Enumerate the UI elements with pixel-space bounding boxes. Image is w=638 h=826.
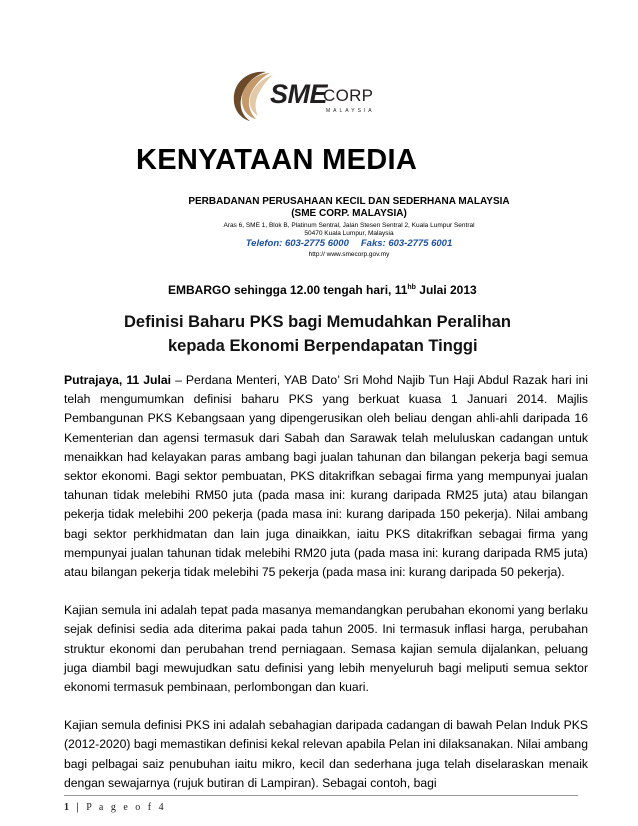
footer-of: o f	[130, 802, 159, 813]
faks-number: Faks: 603-2775 6001	[360, 238, 453, 249]
page-footer	[64, 802, 166, 813]
address-line-2: 50470 Kuala Lumpur, Malaysia	[304, 230, 394, 237]
page-title: KENYATAAN MEDIA	[136, 144, 418, 176]
headline-line-2: kepada Ekonomi Berpendapatan Tinggi	[168, 337, 478, 355]
embargo-suffix: Julai 2013	[415, 283, 477, 297]
website-link[interactable]: http:// www.smecorp.gov.my	[308, 251, 390, 258]
dateline: Putrajaya, 11 Julai	[64, 373, 172, 387]
page-word: P a g e	[86, 802, 131, 813]
sme-corp-logo	[228, 64, 378, 124]
footer-separator: |	[71, 802, 87, 813]
org-short-name: (SME CORP. MALAYSIA)	[291, 208, 407, 219]
paragraph-3: Kajian semula definisi PKS ini adalah sebahagian daripada cadangan di bawah Pelan Induk PKS (2012-2020) bagi memastikan definisi kekal relevan apabila Pelan ini dilaksanakan. Nilai ambang bagi pelbagai saiz penubuhan iaitu mikro, kecil dan sederhana juga telah diselaraskan menaik dengan sewajarnya (rujuk butiran di Lampiran). Sebagai contoh, bagi	[64, 718, 588, 790]
telefon-number: Telefon: 603-2775 6000	[245, 238, 349, 249]
logo-country-text: MALAYSIA	[326, 108, 375, 114]
paragraph-1-text: – Perdana Menteri, YAB Dato’ Sri Mohd Najib Tun Haji Abdul Razak hari ini telah mengumumkan definisi baharu PKS yang berkuat kuasa 1 Januari 2014. Majlis Pembangunan PKS Kebangsaan yang dipengerusikan oleh beliau dengan ahli-ahli daripada 16 Kementerian dan agensi termasuk dari Sabah dan Sarawak telah meluluskan cadangan untuk menaikkan had kelayakan paras ambang bagi jualan tahunan dan bilangan pekerja bagi semua sektor ekonomi. Bagi sektor pembuatan, PKS ditakrifkan sebagai firma yang mempunyai jualan tahunan tidak melebihi RM50 juta (pada masa ini: kurang daripada RM25 juta) atau bilangan pekerja tidak melebihi 200 pekerja (pada masa ini: kurang daripada 150 pekerja). Nilai ambang bagi sektor perkhidmatan dan lain juga dinaikkan, iaitu PKS ditakrifkan sebagai firma yang mempunyai jualan tahunan tidak melebihi RM20 juta (pada masa ini: kurang daripada RM5 juta) atau bilangan pekerja tidak melebihi 75 pekerja (pada masa ini: kurang daripada 50 pekerja).	[64, 373, 588, 580]
page-number: 1	[64, 802, 72, 813]
headline-line-1: Definisi Baharu PKS bagi Memudahkan Peralihan	[124, 313, 511, 331]
page-total: 4	[158, 802, 167, 813]
org-name: PERBADANAN PERUSAHAAN KECIL DAN SEDERHANA MALAYSIA	[188, 196, 510, 207]
address-line-1: Aras 6, SME 1, Blok B, Platinum Sentral, Jalan Stesen Sentral 2, Kuala Lumpur Sentral	[223, 222, 475, 229]
paragraph-2: Kajian semula ini adalah tepat pada masanya memandangkan perubahan ekonomi yang berlaku sejak definisi sedia ada diterima pakai pada tahun 2005. Ini termasuk inflasi harga, perubahan struktur ekonomi dan perubahan trend perniagaan. Semasa kajian semula dijalankan, peluang juga diambil bagi mewujudkan satu definisi yang lebih menyeluruh bagi meliputi semua sektor ekonomi termasuk pembinaan, perlombongan dan kuari.	[64, 603, 588, 695]
logo-corp-text: CORP	[323, 86, 374, 105]
logo-sme-text: SME	[270, 79, 328, 109]
article-body	[64, 371, 588, 812]
contact-line	[30, 238, 638, 249]
paragraph-1	[64, 371, 588, 582]
embargo-prefix: EMBARGO sehingga 12.00 tengah hari, 11	[168, 283, 408, 297]
embargo-sup: hb	[407, 284, 416, 291]
footer-divider	[64, 795, 578, 796]
embargo-notice	[168, 283, 477, 297]
